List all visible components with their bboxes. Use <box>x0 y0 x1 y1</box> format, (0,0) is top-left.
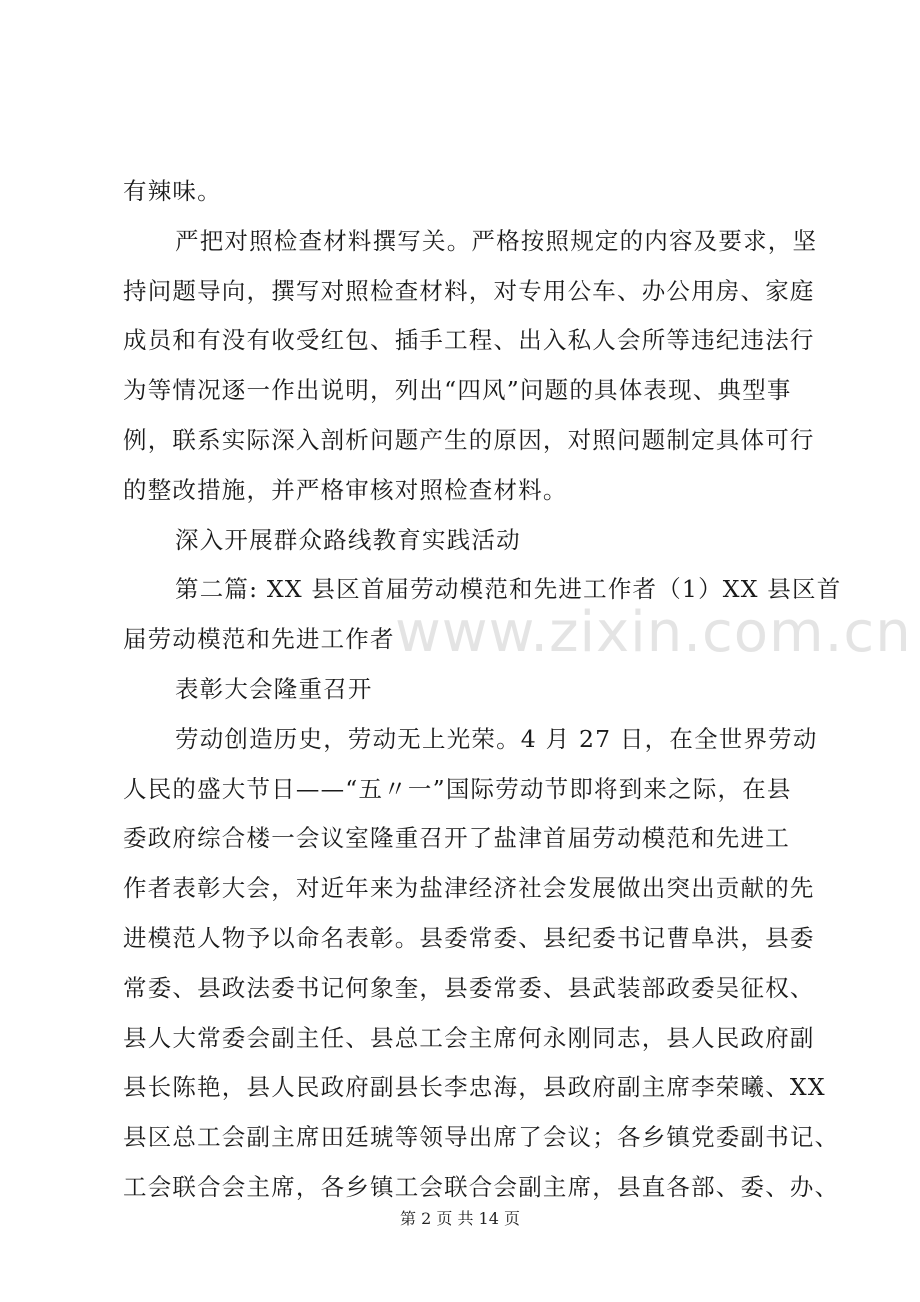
body-line: 县人大常委会副主任、县总工会主席何永刚同志，县人民政府副 <box>123 1023 815 1052</box>
body-line: 作者表彰大会，对近年来为盐津经济社会发展做出突出贡献的先 <box>123 874 815 903</box>
body-line: 县区总工会副主席田廷琥等领导出席了会议；各乡镇党委副书记、 <box>123 1123 840 1152</box>
article-heading: 表彰大会隆重召开 <box>175 675 373 703</box>
body-line: 县长陈艳，县人民政府副县长李忠海，县政府副主席李荣曦、XX <box>123 1073 826 1102</box>
body-line: 常委、县政法委书记何象奎，县委常委、县武装部政委吴征权、 <box>123 973 815 1002</box>
chapter-title: 届劳动模范和先进工作者 <box>123 625 395 654</box>
body-line: 的整改措施，并严格审核对照检查材料。 <box>123 475 568 504</box>
body-line: 人民的盛大节日——“五〃一”国际劳动节即将到来之际，在县 <box>123 774 792 803</box>
body-line: 工会联合会主席，各乡镇工会联合会副主席，县直各部、委、办、 <box>123 1173 840 1201</box>
body-line: 委政府综合楼一会议室隆重召开了盐津首届劳动模范和先进工 <box>123 824 790 853</box>
body-line: 例，联系实际深入剖析问题产生的原因，对照问题制定具体可行 <box>123 426 815 454</box>
page-number-footer: 第 2 页 共 14 页 <box>400 1209 520 1228</box>
body-line: 劳动创造历史，劳动无上光荣。4 月 27 日，在全世界劳动 <box>175 724 818 753</box>
body-line: 为等情况逐一作出说明，列出“四风”问题的具体表现、典型事 <box>123 376 792 405</box>
body-line: 成员和有没有收受红包、插手工程、出入私人会所等违纪违法行 <box>123 326 815 355</box>
watermark: www.zixin.com.cn <box>395 600 912 665</box>
body-line: 进模范人物予以命名表彰。县委常委、县纪委书记曹阜洪，县委 <box>123 924 815 952</box>
body-line: 严把对照检查材料撰写关。严格按照规定的内容及要求，坚 <box>175 226 818 255</box>
chapter-title: 第二篇: XX 县区首届劳动模范和先进工作者（1）XX 县区首 <box>175 575 842 604</box>
section-heading: 深入开展群众路线教育实践活动 <box>175 525 521 554</box>
body-line: 有辣味。 <box>123 177 222 205</box>
body-line: 持问题导向，撰写对照检查材料，对专用公车、办公用房、家庭 <box>123 276 815 305</box>
